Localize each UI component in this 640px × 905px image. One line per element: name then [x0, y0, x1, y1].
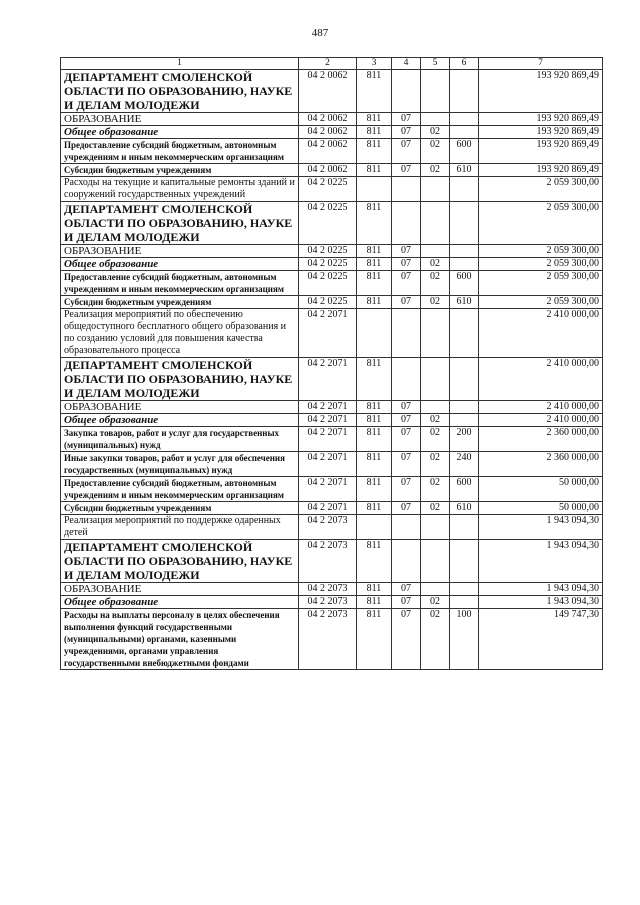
table-row — [61, 296, 603, 309]
row-name: ДЕПАРТАМЕНТ СМОЛЕНСКОЙ ОБЛАСТИ ПО ОБРАЗОВАНИЮ, НАУКЕ И ДЕЛАМ МОЛОДЕЖИ — [61, 540, 299, 583]
expense-type-code: 600 — [450, 477, 479, 502]
table-row — [61, 164, 603, 177]
row-name: Предоставление субсидий бюджетным, автономным учреждениям и иным некоммерческим организациям — [61, 139, 299, 164]
row-name: Реализация мероприятий по обеспечению общедоступного бесплатного общего образования и по созданию условий для повышения качества образовательного процесса — [61, 309, 299, 358]
section-code: 07 — [392, 583, 421, 596]
target-article-code: 04 2 2073 — [299, 515, 357, 540]
row-name: Общее образование — [61, 414, 299, 427]
expense-type-code — [450, 126, 479, 139]
subsection-code — [421, 113, 450, 126]
column-header: 2 — [299, 58, 357, 70]
section-code: 07 — [392, 596, 421, 609]
subsection-code: 02 — [421, 427, 450, 452]
amount-cell: 2 059 300,00 — [479, 271, 603, 296]
subsection-code: 02 — [421, 126, 450, 139]
section-code — [392, 70, 421, 113]
target-article-code: 04 2 0225 — [299, 271, 357, 296]
subsection-code: 02 — [421, 596, 450, 609]
amount-cell: 193 920 869,49 — [479, 164, 603, 177]
subsection-code: 02 — [421, 477, 450, 502]
subsection-code: 02 — [421, 452, 450, 477]
subsection-code — [421, 583, 450, 596]
expense-type-code — [450, 414, 479, 427]
subsection-code: 02 — [421, 139, 450, 164]
expense-type-code — [450, 113, 479, 126]
target-article-code: 04 2 2071 — [299, 427, 357, 452]
target-article-code: 04 2 2071 — [299, 358, 357, 401]
subsection-code — [421, 515, 450, 540]
row-name: Предоставление субсидий бюджетным, автономным учреждениям и иным некоммерческим организациям — [61, 271, 299, 296]
department-code: 811 — [357, 609, 392, 670]
target-article-code: 04 2 2071 — [299, 414, 357, 427]
subsection-code — [421, 401, 450, 414]
expense-type-code: 610 — [450, 164, 479, 177]
target-article-code: 04 2 0062 — [299, 139, 357, 164]
amount-cell: 2 059 300,00 — [479, 202, 603, 245]
subsection-code — [421, 177, 450, 202]
expense-type-code — [450, 70, 479, 113]
amount-cell: 1 943 094,30 — [479, 583, 603, 596]
table-row — [61, 540, 603, 583]
table-row — [61, 596, 603, 609]
target-article-code: 04 2 2071 — [299, 477, 357, 502]
row-name: ДЕПАРТАМЕНТ СМОЛЕНСКОЙ ОБЛАСТИ ПО ОБРАЗОВАНИЮ, НАУКЕ И ДЕЛАМ МОЛОДЕЖИ — [61, 358, 299, 401]
amount-cell: 1 943 094,30 — [479, 596, 603, 609]
expense-type-code: 200 — [450, 427, 479, 452]
amount-cell: 50 000,00 — [479, 502, 603, 515]
department-code: 811 — [357, 596, 392, 609]
department-code: 811 — [357, 452, 392, 477]
row-name: Закупка товаров, работ и услуг для государственных (муниципальных) нужд — [61, 427, 299, 452]
amount-cell: 2 059 300,00 — [479, 177, 603, 202]
row-name: Расходы на выплаты персоналу в целях обеспечения выполнения функций государственными (муниципальными) органами, казенными учреждениями, органами управления государственными внебюджетными фондами — [61, 609, 299, 670]
table-row — [61, 258, 603, 271]
expense-type-code — [450, 177, 479, 202]
table-row — [61, 113, 603, 126]
target-article-code: 04 2 0225 — [299, 296, 357, 309]
department-code — [357, 177, 392, 202]
column-header: 5 — [421, 58, 450, 70]
expense-type-code — [450, 258, 479, 271]
department-code — [357, 515, 392, 540]
section-code: 07 — [392, 452, 421, 477]
section-code — [392, 202, 421, 245]
amount-cell: 193 920 869,49 — [479, 70, 603, 113]
subsection-code: 02 — [421, 609, 450, 670]
subsection-code: 02 — [421, 271, 450, 296]
amount-cell: 2 410 000,00 — [479, 309, 603, 358]
table-row — [61, 139, 603, 164]
table-row — [61, 245, 603, 258]
section-code: 07 — [392, 609, 421, 670]
section-code — [392, 177, 421, 202]
amount-cell: 2 410 000,00 — [479, 401, 603, 414]
column-header-row — [61, 58, 603, 70]
table-row — [61, 477, 603, 502]
department-code: 811 — [357, 245, 392, 258]
table-row — [61, 609, 603, 670]
row-name: Общее образование — [61, 596, 299, 609]
expense-type-code: 600 — [450, 139, 479, 164]
table-row — [61, 126, 603, 139]
section-code: 07 — [392, 427, 421, 452]
target-article-code: 04 2 0062 — [299, 113, 357, 126]
expense-type-code — [450, 515, 479, 540]
subsection-code: 02 — [421, 164, 450, 177]
table-row — [61, 271, 603, 296]
subsection-code: 02 — [421, 502, 450, 515]
department-code — [357, 309, 392, 358]
row-name: Иные закупки товаров, работ и услуг для обеспечения государственных (муниципальных) нужд — [61, 452, 299, 477]
table-row — [61, 414, 603, 427]
section-code: 07 — [392, 245, 421, 258]
row-name: Субсидии бюджетным учреждениям — [61, 296, 299, 309]
amount-cell: 2 410 000,00 — [479, 358, 603, 401]
subsection-code — [421, 70, 450, 113]
section-code: 07 — [392, 401, 421, 414]
department-code: 811 — [357, 502, 392, 515]
department-code: 811 — [357, 258, 392, 271]
subsection-code: 02 — [421, 296, 450, 309]
table-row — [61, 309, 603, 358]
table-row — [61, 401, 603, 414]
amount-cell: 2 360 000,00 — [479, 452, 603, 477]
row-name: Общее образование — [61, 126, 299, 139]
target-article-code: 04 2 2071 — [299, 452, 357, 477]
row-name: ДЕПАРТАМЕНТ СМОЛЕНСКОЙ ОБЛАСТИ ПО ОБРАЗОВАНИЮ, НАУКЕ И ДЕЛАМ МОЛОДЕЖИ — [61, 70, 299, 113]
target-article-code: 04 2 2073 — [299, 609, 357, 670]
department-code: 811 — [357, 139, 392, 164]
target-article-code: 04 2 0062 — [299, 126, 357, 139]
row-name: ОБРАЗОВАНИЕ — [61, 401, 299, 414]
table-row — [61, 427, 603, 452]
row-name: Предоставление субсидий бюджетным, автономным учреждениям и иным некоммерческим организациям — [61, 477, 299, 502]
amount-cell: 149 747,30 — [479, 609, 603, 670]
row-name: ДЕПАРТАМЕНТ СМОЛЕНСКОЙ ОБЛАСТИ ПО ОБРАЗОВАНИЮ, НАУКЕ И ДЕЛАМ МОЛОДЕЖИ — [61, 202, 299, 245]
department-code: 811 — [357, 358, 392, 401]
amount-cell: 193 920 869,49 — [479, 139, 603, 164]
table-row — [61, 358, 603, 401]
target-article-code: 04 2 2073 — [299, 583, 357, 596]
target-article-code: 04 2 2073 — [299, 596, 357, 609]
section-code: 07 — [392, 502, 421, 515]
target-article-code: 04 2 2073 — [299, 540, 357, 583]
expense-type-code: 610 — [450, 502, 479, 515]
target-article-code: 04 2 0062 — [299, 164, 357, 177]
column-header: 4 — [392, 58, 421, 70]
table-row — [61, 452, 603, 477]
department-code: 811 — [357, 113, 392, 126]
department-code: 811 — [357, 164, 392, 177]
expense-type-code — [450, 596, 479, 609]
table-row — [61, 515, 603, 540]
target-article-code: 04 2 0225 — [299, 258, 357, 271]
section-code — [392, 515, 421, 540]
department-code: 811 — [357, 126, 392, 139]
row-name: Реализация мероприятий по поддержке одаренных детей — [61, 515, 299, 540]
subsection-code — [421, 309, 450, 358]
section-code: 07 — [392, 126, 421, 139]
column-header: 6 — [450, 58, 479, 70]
expense-type-code — [450, 309, 479, 358]
row-name: ОБРАЗОВАНИЕ — [61, 583, 299, 596]
section-code — [392, 309, 421, 358]
row-name: Расходы на текущие и капитальные ремонты зданий и сооружений государственных учреждений — [61, 177, 299, 202]
department-code: 811 — [357, 427, 392, 452]
row-name: Субсидии бюджетным учреждениям — [61, 164, 299, 177]
amount-cell: 1 943 094,30 — [479, 515, 603, 540]
target-article-code: 04 2 2071 — [299, 502, 357, 515]
subsection-code: 02 — [421, 258, 450, 271]
amount-cell: 50 000,00 — [479, 477, 603, 502]
department-code: 811 — [357, 414, 392, 427]
amount-cell: 2 059 300,00 — [479, 296, 603, 309]
section-code: 07 — [392, 296, 421, 309]
target-article-code: 04 2 2071 — [299, 309, 357, 358]
subsection-code — [421, 358, 450, 401]
subsection-code — [421, 202, 450, 245]
table-row — [61, 70, 603, 113]
budget-table — [60, 57, 603, 670]
amount-cell: 193 920 869,49 — [479, 113, 603, 126]
column-header: 3 — [357, 58, 392, 70]
table-row — [61, 583, 603, 596]
target-article-code: 04 2 0225 — [299, 177, 357, 202]
amount-cell: 193 920 869,49 — [479, 126, 603, 139]
expense-type-code: 600 — [450, 271, 479, 296]
section-code: 07 — [392, 113, 421, 126]
column-header: 7 — [479, 58, 603, 70]
table-body — [61, 58, 603, 670]
amount-cell: 2 360 000,00 — [479, 427, 603, 452]
department-code: 811 — [357, 477, 392, 502]
section-code: 07 — [392, 139, 421, 164]
section-code: 07 — [392, 258, 421, 271]
expense-type-code — [450, 401, 479, 414]
expense-type-code — [450, 583, 479, 596]
amount-cell: 1 943 094,30 — [479, 540, 603, 583]
amount-cell: 2 410 000,00 — [479, 414, 603, 427]
department-code: 811 — [357, 296, 392, 309]
amount-cell: 2 059 300,00 — [479, 258, 603, 271]
table-row — [61, 202, 603, 245]
amount-cell: 2 059 300,00 — [479, 245, 603, 258]
expense-type-code — [450, 202, 479, 245]
expense-type-code — [450, 358, 479, 401]
department-code: 811 — [357, 271, 392, 296]
expense-type-code — [450, 245, 479, 258]
section-code — [392, 540, 421, 583]
subsection-code — [421, 245, 450, 258]
section-code — [392, 358, 421, 401]
department-code: 811 — [357, 70, 392, 113]
row-name: Субсидии бюджетным учреждениям — [61, 502, 299, 515]
table-row — [61, 177, 603, 202]
page-number: 487 — [311, 27, 329, 39]
expense-type-code: 240 — [450, 452, 479, 477]
target-article-code: 04 2 0225 — [299, 245, 357, 258]
department-code: 811 — [357, 540, 392, 583]
target-article-code: 04 2 2071 — [299, 401, 357, 414]
target-article-code: 04 2 0062 — [299, 70, 357, 113]
section-code: 07 — [392, 477, 421, 502]
section-code: 07 — [392, 271, 421, 296]
section-code: 07 — [392, 414, 421, 427]
subsection-code — [421, 540, 450, 583]
target-article-code: 04 2 0225 — [299, 202, 357, 245]
section-code: 07 — [392, 164, 421, 177]
department-code: 811 — [357, 401, 392, 414]
expense-type-code: 100 — [450, 609, 479, 670]
column-header: 1 — [61, 58, 299, 70]
table-row — [61, 502, 603, 515]
department-code: 811 — [357, 583, 392, 596]
row-name: ОБРАЗОВАНИЕ — [61, 245, 299, 258]
row-name: ОБРАЗОВАНИЕ — [61, 113, 299, 126]
expense-type-code — [450, 540, 479, 583]
department-code: 811 — [357, 202, 392, 245]
subsection-code: 02 — [421, 414, 450, 427]
expense-type-code: 610 — [450, 296, 479, 309]
row-name: Общее образование — [61, 258, 299, 271]
